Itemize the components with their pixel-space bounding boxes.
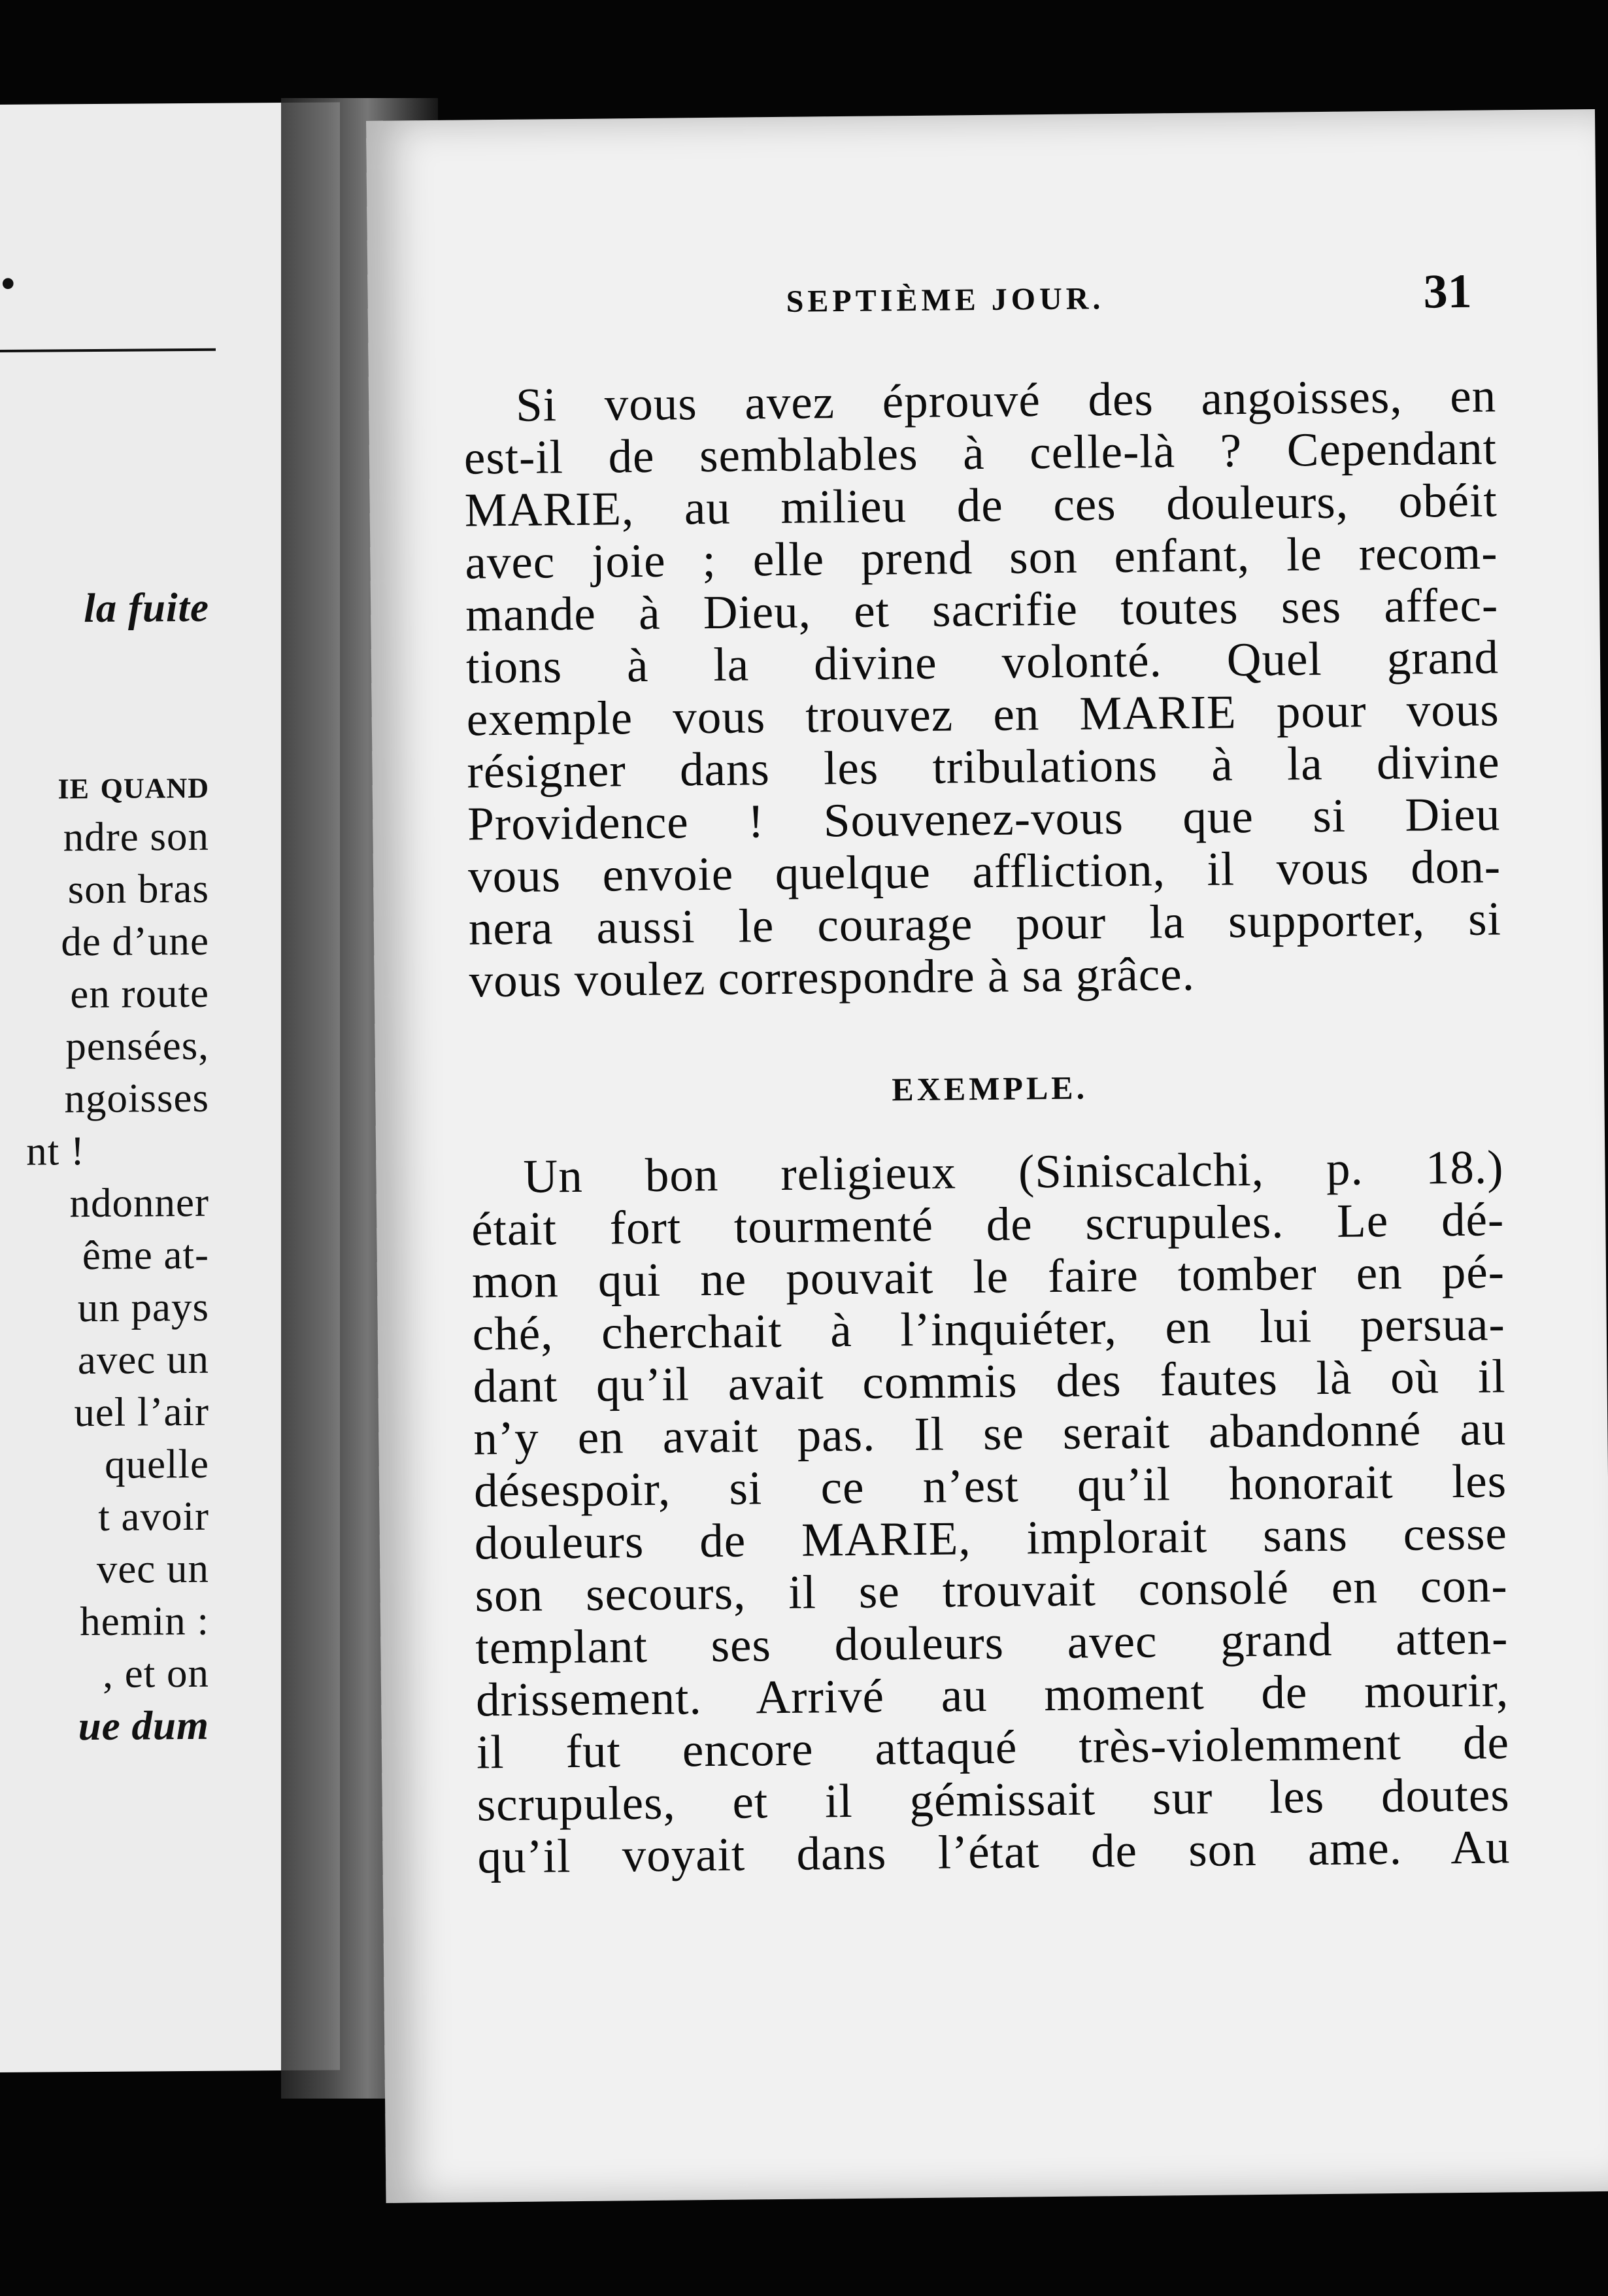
text-line: scrupules, et il gémissait sur les doutes: [477, 1768, 1511, 1831]
page-header: [367, 263, 1597, 327]
left-line: ndonner: [69, 1179, 209, 1226]
left-line: ngoisses: [64, 1074, 209, 1122]
text-line: n’y en avait pas. Il se serait abandonné au: [473, 1402, 1507, 1465]
text-line: désespoir, si ce n’est qu’il honorait les: [473, 1454, 1507, 1517]
text-line: est-il de semblables à celle-là ? Cependant: [463, 421, 1498, 484]
left-line: son bras: [67, 865, 209, 913]
left-line-text: ie quand: [58, 760, 209, 808]
text-line: ché, cherchait à l’inquiéter, en lui persua-: [472, 1297, 1506, 1360]
left-line: t avoir: [98, 1493, 209, 1540]
text-line: mon qui ne pouvait le faire tomber en pé-: [471, 1245, 1505, 1308]
text-line: templant ses douleurs avec grand atten-: [475, 1611, 1509, 1674]
text-line: son secours, il se trouvait consolé en con-: [475, 1559, 1508, 1622]
left-page-rule: [0, 348, 216, 352]
left-line: , et on: [103, 1649, 209, 1697]
running-head: SEPTIÈME JOUR.: [786, 281, 1105, 319]
text-line: vous voulez correspondre à sa grâce.: [469, 947, 1196, 1007]
left-line: pensées,: [65, 1022, 209, 1070]
text-line: Un bon religieux (Siniscalchi, p. 18.): [523, 1140, 1504, 1203]
right-page: [366, 109, 1608, 2203]
left-line: ue dum: [78, 1702, 209, 1749]
text-line: nera aussi le courage pour la supporter, si: [468, 892, 1502, 955]
text-line: tions à la divine volonté. Quel grand: [465, 630, 1499, 694]
text-line: Si vous avez éprouvé des angoisses, en: [515, 369, 1497, 431]
left-line: quelle: [105, 1440, 209, 1487]
left-line: hemin :: [80, 1597, 209, 1645]
left-line: nt !: [26, 1128, 85, 1174]
left-line: ême at-: [82, 1231, 209, 1279]
text-line: mande à Dieu, et sacrifie toutes ses affec-: [465, 578, 1499, 641]
text-line: drissement. Arrivé au moment de mourir,: [475, 1663, 1509, 1727]
left-line: uel l’air: [74, 1388, 209, 1436]
left-line: [58, 760, 209, 808]
left-line: de d’une: [61, 917, 209, 965]
text-line: il fut encore attaqué très-violemment de: [476, 1715, 1510, 1779]
page-number: 31: [1423, 264, 1472, 319]
text-line: Providence ! Souvenez-vous que si Dieu: [467, 787, 1501, 851]
text-line: MARIE, au milieu de ces douleurs, obéit: [464, 473, 1498, 537]
text-line: était fort tourmenté de scrupules. Le dé-: [471, 1192, 1505, 1256]
left-line: vec un: [96, 1545, 209, 1592]
text-line: qu’il voyait dans l’état de son ame. Au: [477, 1820, 1511, 1883]
left-page-mark: •: [0, 258, 16, 309]
text-line: avec joie ; elle prend son enfant, le recom-: [465, 526, 1498, 589]
left-line: avec un: [77, 1336, 209, 1383]
left-line: ndre son: [63, 813, 209, 860]
text-line: exemple vous trouvez en MARIE pour vous: [466, 683, 1500, 746]
left-line: un pays: [77, 1283, 209, 1331]
text-line: vous envoie quelque affliction, il vous don-: [467, 839, 1501, 903]
text-line: dant qu’il avait commis des fautes là où il: [473, 1349, 1506, 1413]
text-line: résigner dans les tribulations à la divine: [467, 735, 1500, 798]
left-line: la fuite: [84, 584, 209, 632]
text-line: douleurs de MARIE, implorait sans cesse: [474, 1506, 1508, 1570]
left-line: en route: [70, 970, 209, 1017]
section-title: EXEMPLE.: [892, 1069, 1088, 1108]
